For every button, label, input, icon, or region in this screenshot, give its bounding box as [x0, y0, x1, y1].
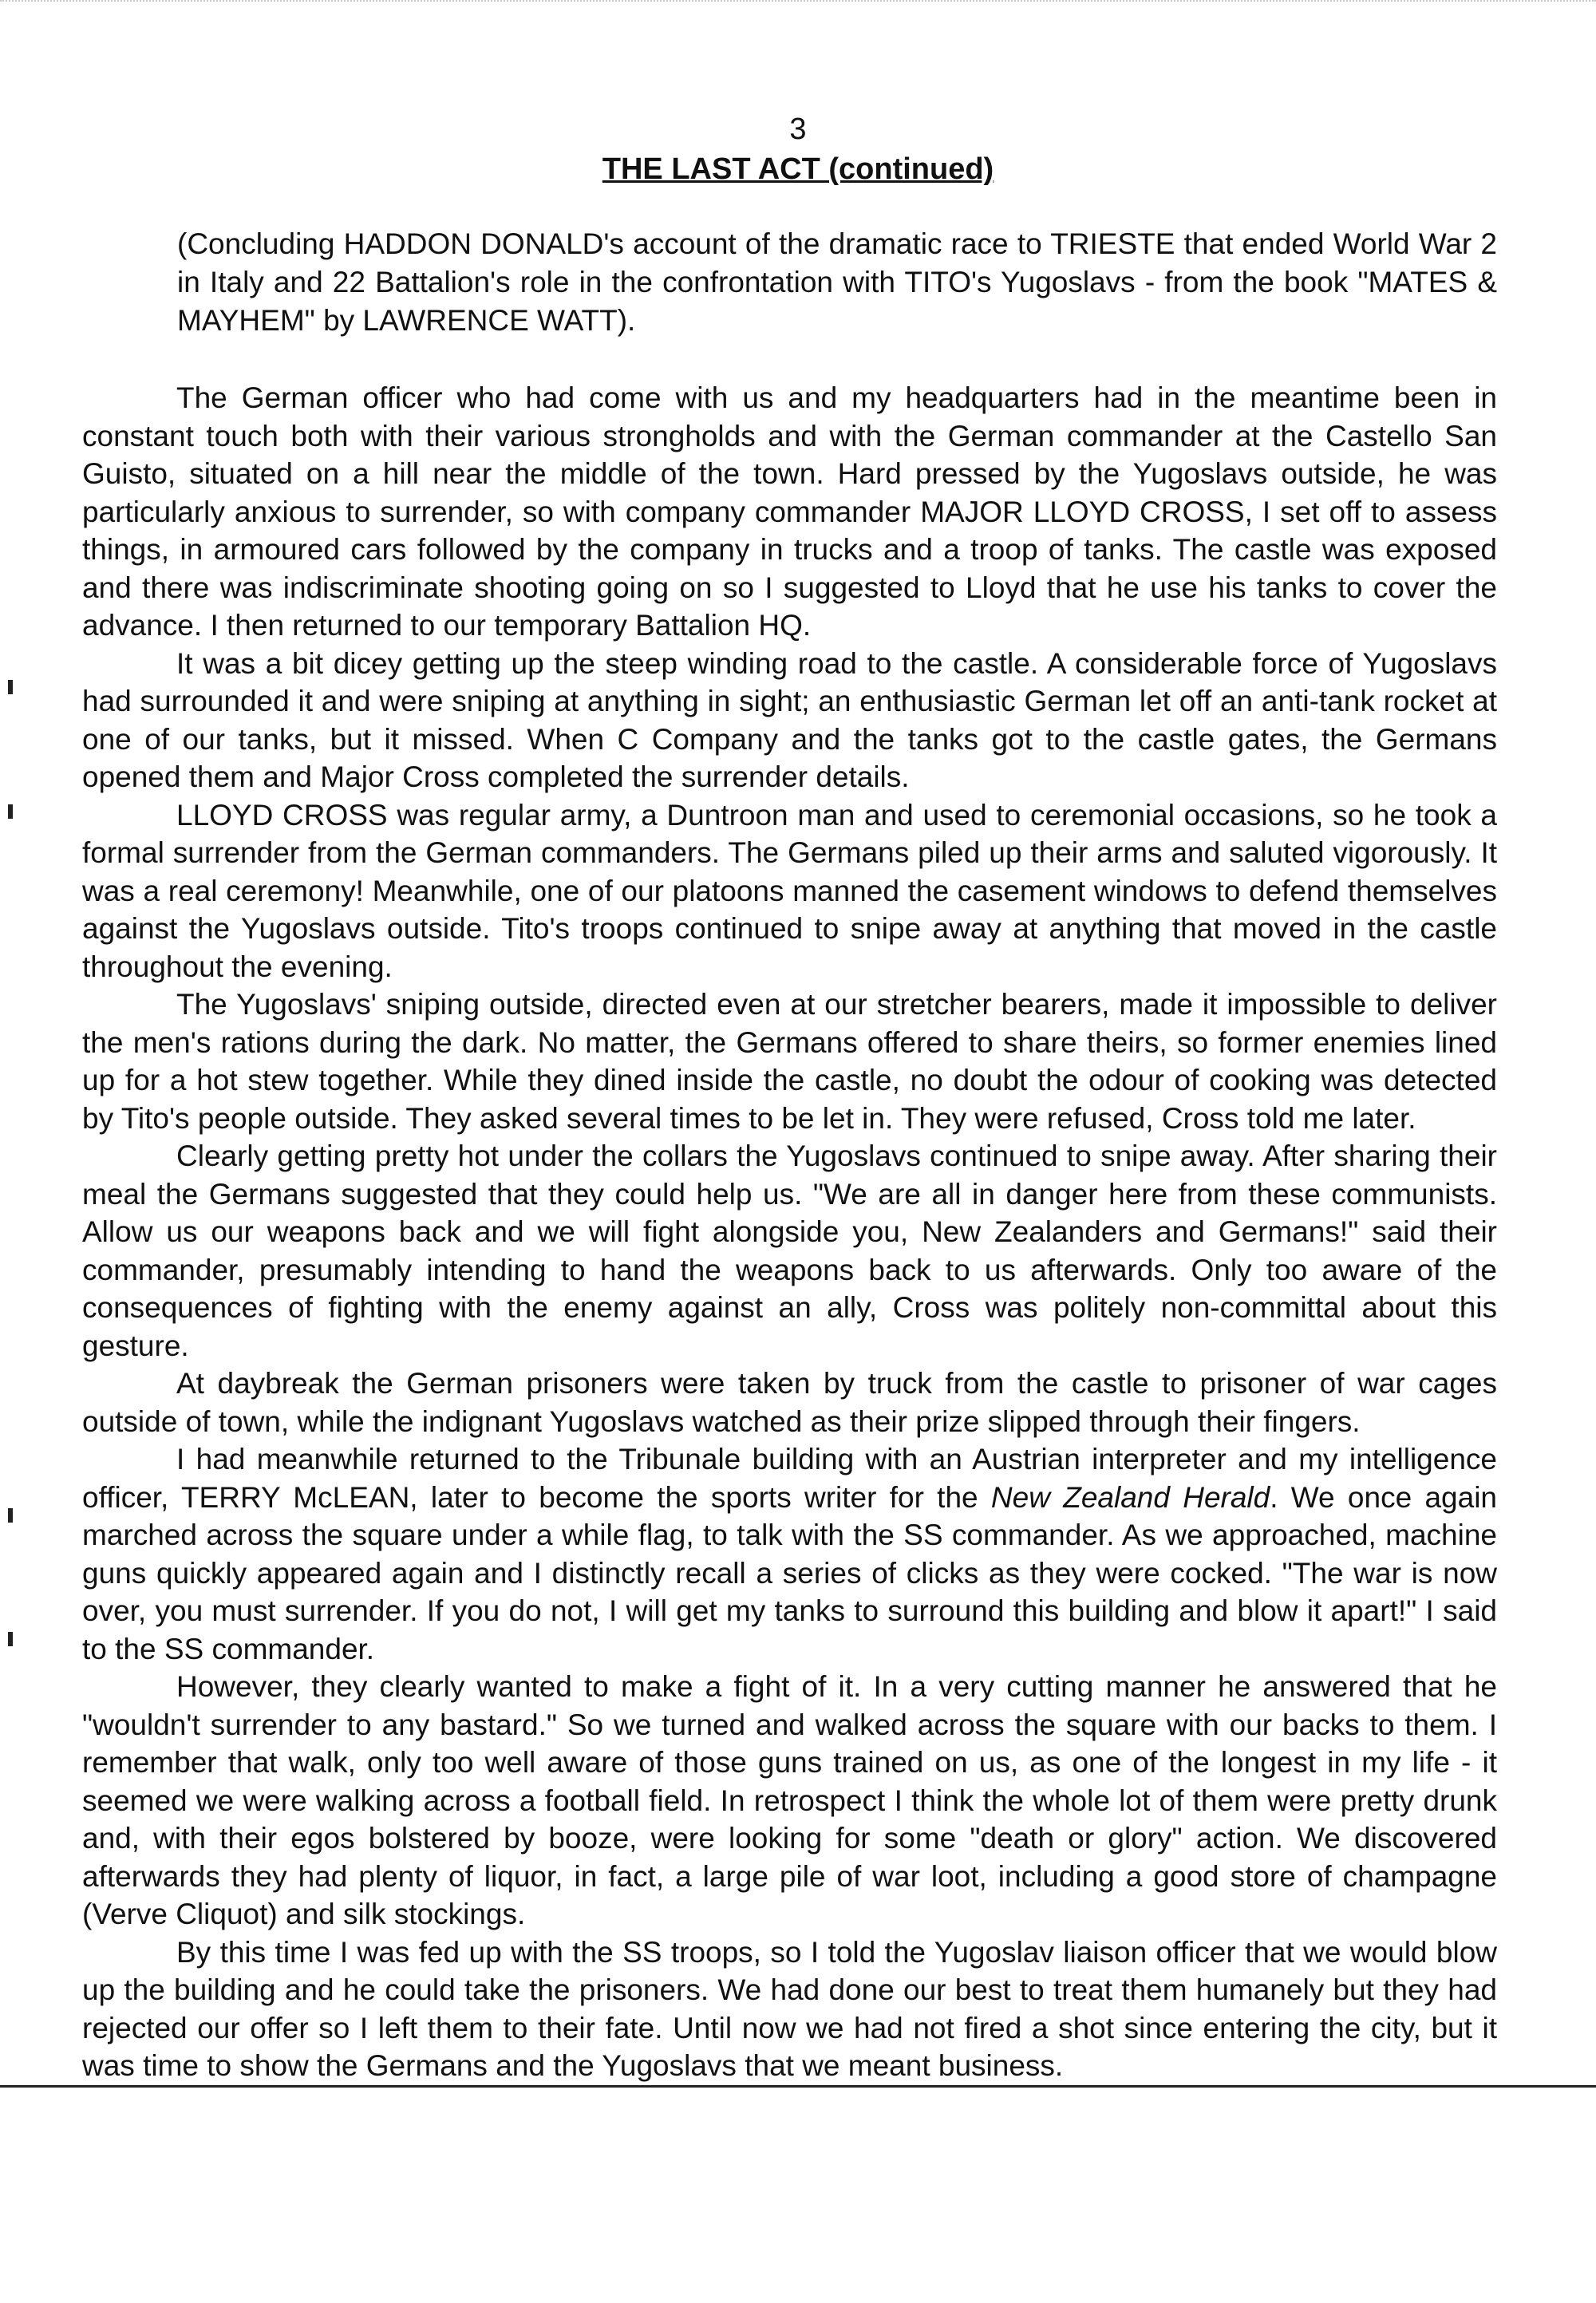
margin-mark: [8, 1508, 13, 1523]
intro-paragraph: (Concluding HADDON DONALD's account of the dramatic race to TRIESTE that ended World War 2 in Italy and 22 Battalion's role in the confrontation with TITO's Yugoslavs - from the book "MATES & MAYHEM" by LAWRENCE WATT).: [177, 227, 1497, 337]
paragraph: At daybreak the German prisoners were taken by truck from the castle to prisoner of war cages outside of town, while the indignant Yugoslavs watched as their prize slipped through their fingers.: [82, 1367, 1497, 1438]
paragraph: However, they clearly wanted to make a fight of it. In a very cutting manner he answered that he "wouldn't surrender to any bastard." So we turned and walked across the square with our backs to them. I remember that walk, only too well aware of those guns trained on us, as one of the longest in my life - it seemed we were walking across a football field. In retrospect I think the whole lot of them were pretty drunk and, with their egos bolstered by booze, were looking for some "death or glory" action. We discovered afterwards they had plenty of liquor, in fact, a large pile of war loot, including a good store of champagne (Verve Cliquot) and silk stockings.: [82, 1670, 1497, 1930]
margin-mark: [8, 804, 13, 819]
paragraph: [82, 1440, 1497, 1668]
margin-mark: [8, 680, 13, 694]
article-body: [82, 379, 1497, 2085]
page-number: 3: [789, 113, 807, 146]
margin-mark: [8, 1632, 13, 1646]
paragraph: Clearly getting pretty hot under the collars the Yugoslavs continued to snipe away. After sharing their meal the Germans suggested that they could help us. "We are all in danger here from these communists. Allow us our weapons back and we will fight alongside you, New Zealanders and Germans!" said their commander, presumably intending to hand the weapons back to us afterwards. Only too aware of the consequences of fighting with the enemy against an ally, Cross was politely non-committal about this gesture.: [82, 1140, 1497, 1362]
page-title: THE LAST ACT (continued): [602, 152, 994, 186]
paragraph-text: I had meanwhile returned to the Tribunale building with an Austrian interpreter and my intelligence officer, TERRY McLEAN, later to become the sports writer for the: [82, 1443, 1497, 1514]
paragraph: The Yugoslavs' sniping outside, directed even at our stretcher bearers, made it impossible to deliver the men's rations during the dark. No matter, the Germans offered to share theirs, so former enemies lined up for a hot stew together. While they dined inside the castle, no doubt the odour of cooking was detected by Tito's people outside. They asked several times to be let in. They were refused, Cross told me later.: [82, 988, 1497, 1135]
paragraph: By this time I was fed up with the SS troops, so I told the Yugoslav liaison officer that we would blow up the building and he could take the prisoners. We had done our best to treat them humanely but they had rejected our offer so I left them to their fate. Until now we had not fired a shot since entering the city, but it was time to show the Germans and the Yugoslavs that we meant business.: [82, 1935, 1497, 2082]
newspaper-title: New Zealand Herald: [990, 1480, 1270, 1514]
paragraph: LLOYD CROSS was regular army, a Duntroon man and used to ceremonial occasions, so he took a formal surrender from the German commanders. The Germans piled up their arms and saluted vigorously. It was a real ceremony! Meanwhile, one of our platoons manned the casement windows to defend themselves against the Yugoslavs outside. Tito's troops continued to snipe away at anything that moved in the castle throughout the evening.: [82, 798, 1497, 983]
paragraph: It was a bit dicey getting up the steep winding road to the castle. A considerable force of Yugoslavs had surrounded it and were sniping at anything in sight; an enthusiastic German let off an anti-tank rocket at one of our tanks, but it missed. When C Company and the tanks got to the castle gates, the Germans opened them and Major Cross completed the surrender details.: [82, 646, 1497, 793]
paragraph: The German officer who had come with us and my headquarters had in the meantime been in constant touch both with their various strongholds and with the German commander at the Castello San Guisto, situated on a hill near the middle of the town. Hard pressed by the Yugoslavs outside, he was particularly anxious to surrender, so with company commander MAJOR LLOYD CROSS, I set off to assess things, in armoured cars followed by the company in trucks and a troop of tanks. The castle was exposed and there was indiscriminate shooting going on so I suggested to Lloyd that he use his tanks to cover the advance. I then returned to our temporary Battalion HQ.: [82, 381, 1497, 642]
paragraph-text: . We once again marched across the square under a while flag, to talk with the SS commander. As we approached, machine guns quickly appeared again and I distinctly recall a series of clicks as they were cocked. "The war is now over, you must surrender. If you do not, I will get my tanks to surround this building and blow it apart!" I said to the SS commander.: [82, 1480, 1497, 1665]
strike-through-line: [0, 2085, 1596, 2088]
scan-edge-noise: [0, 0, 1596, 26]
